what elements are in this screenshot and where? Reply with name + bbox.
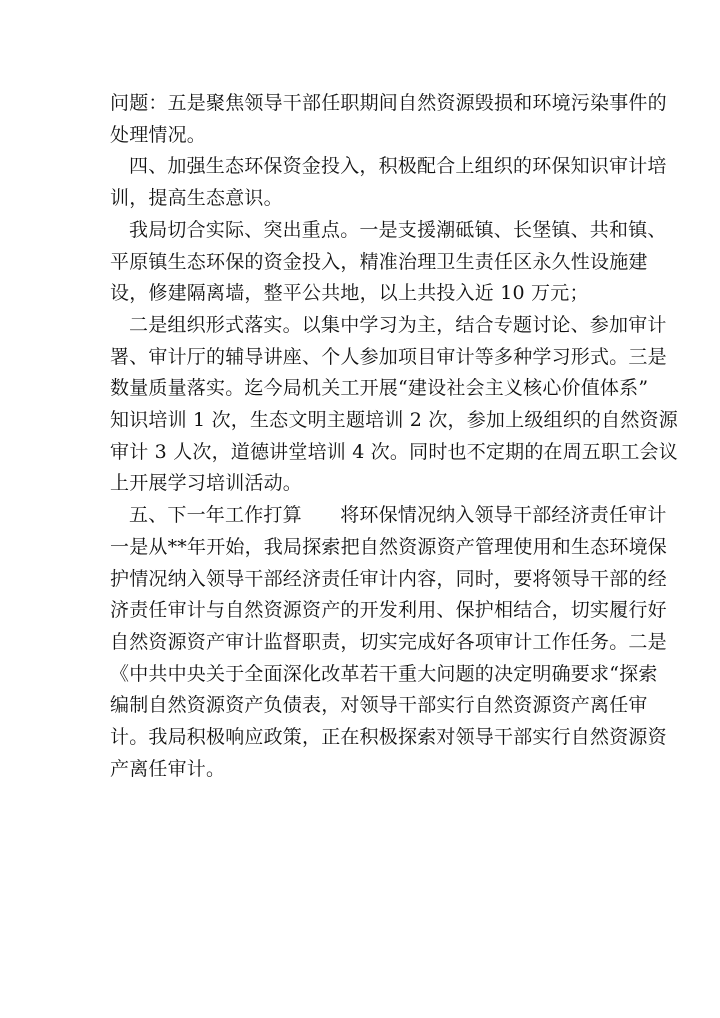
text-line: 审计 3 人次，道德讲堂培训 4 次。同时也不定期的在周五职工会议 bbox=[110, 440, 678, 463]
text-line: 知识培训 1 次，生态文明主题培训 2 次，参加上级组织的自然资源 bbox=[110, 409, 678, 432]
text-line: 署、审计厅的辅导讲座、个人参加项目审计等多种学习形式。三是 bbox=[110, 345, 667, 368]
text-line: 数量质量落实。迄今局机关工开展“建设社会主义核心价值体系” bbox=[110, 377, 649, 400]
text-line: 编制自然资源资产负债表，对领导干部实行自然资源资产离任审 bbox=[110, 694, 648, 717]
text-line: 《中共中央关于全面深化改革若干重大问题的决定明确要求“探索 bbox=[110, 662, 658, 685]
text-line: 济责任审计与自然资源资产的开发利用、保护相结合，切实履行好 bbox=[110, 599, 667, 622]
text-line: 平原镇生态环保的资金投入，精准治理卫生责任区永久性设施建 bbox=[110, 250, 648, 273]
text-line: 设，修建隔离墙，整平公共地，以上共投入近 10 万元； bbox=[110, 282, 589, 305]
text-line: 护情况纳入领导干部经济责任审计内容，同时，要将领导干部的经 bbox=[110, 567, 667, 590]
text-line: 上开展学习培训活动。 bbox=[110, 472, 303, 495]
document-body bbox=[110, 88, 678, 785]
text-line: 问题：五是聚焦领导干部任职期间自然资源毁损和环境污染事件的 bbox=[110, 92, 667, 114]
paragraph-first-line: 二是组织形式落实。以集中学习为主，结合专题讨论、参加审计 bbox=[129, 313, 667, 336]
paragraph-first-line: 我局切合实际、突出重点。一是支援潮砥镇、长堡镇、共和镇、 bbox=[129, 218, 667, 241]
text-line: 产离任审计。 bbox=[110, 757, 226, 780]
text-line: 自然资源资产审计监督职责，切实完成好各项审计工作任务。二是 bbox=[110, 630, 667, 653]
paragraph-heading-line: 四、加强生态环保资金投入，积极配合上组织的环保知识审计培 bbox=[129, 155, 667, 178]
text-line: 训，提高生态意识。 bbox=[110, 187, 283, 210]
paragraph-heading-line: 五、下一年工作打算 将环保情况纳入领导干部经济责任审计 bbox=[129, 504, 667, 527]
text-line: 计。我局积极响应政策，正在积极探索对领导干部实行自然资源资 bbox=[110, 726, 667, 749]
text-line: 处理情况。 bbox=[110, 123, 207, 146]
text-line: 一是从**年开始，我局探索把自然资源资产管理使用和生态环境保 bbox=[110, 535, 668, 558]
